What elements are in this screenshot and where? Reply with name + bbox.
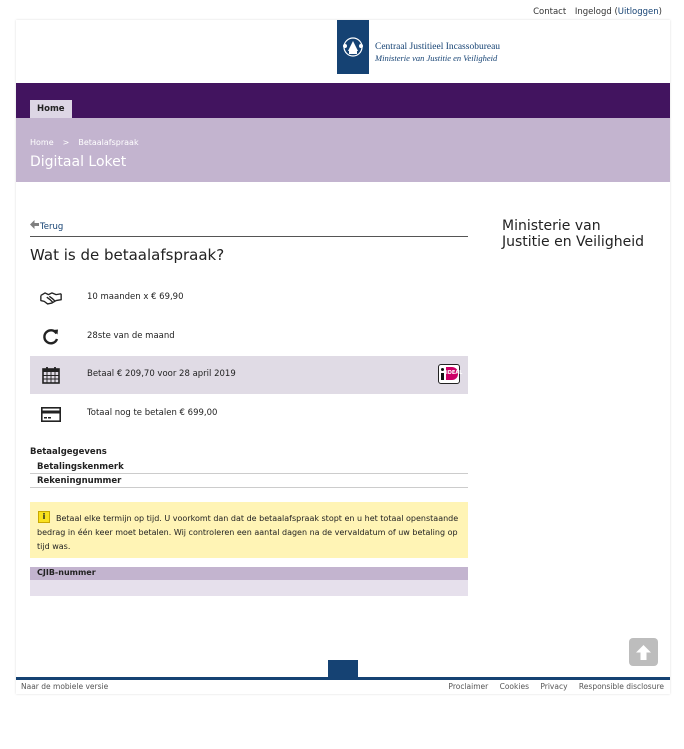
list-item [30,395,468,433]
breadcrumb-current[interactable]: Betaalafspraak [78,138,139,147]
ideal-dot [441,368,444,371]
cjib-number-header [30,567,468,580]
logo-line-ministry: Ministerie van Justitie en Veiligheid [375,53,498,63]
scroll-to-top-button[interactable] [629,638,658,666]
payment-reference-label: Betalingskenmerk [37,462,124,472]
breadcrumb-home[interactable]: Home [30,138,54,147]
payment-due-text: Betaal € 209,70 voor 28 april 2019 [87,369,236,379]
breadcrumb-separator: > [62,138,70,147]
site-header [16,20,670,83]
main-navigation [16,83,670,118]
logo-wordmark[interactable] [375,42,500,64]
cjib-number-label: CJIB-nummer [37,568,96,577]
cjib-number-value [30,580,468,596]
footer-divider [16,677,670,680]
payment-details-heading: Betaalgegevens [30,447,107,457]
ideal-icon[interactable] [438,364,463,384]
footer-tab [328,660,358,678]
ideal-bar [441,373,444,380]
info-notice [30,502,468,558]
sidebar-heading [502,218,644,250]
footer-links [439,682,664,691]
installment-text: 10 maanden x € 69,90 [87,292,184,302]
logout-link[interactable]: Uitloggen [617,7,659,17]
credit-card-icon [40,404,62,424]
section-heading: Wat is de betaalafspraak? [30,246,225,264]
list-item-highlighted [30,356,468,394]
calendar-icon [40,365,62,385]
tab-home[interactable]: Home [30,100,72,118]
total-remaining-text: Totaal nog te betalen € 699,00 [87,408,218,418]
info-icon: i [38,511,50,523]
page-banner [16,118,670,182]
logged-in-label: Ingelogd ( [574,7,618,17]
page-title: Digitaal Loket [30,154,127,170]
footer-link-privacy[interactable]: Privacy [540,682,568,691]
account-number-label: Rekeningnummer [37,476,122,486]
detail-row [30,460,468,474]
refresh-icon [40,327,62,347]
logo-line-organisation: Centraal Justitieel Incassobureau [375,42,501,52]
sidebar-heading-line1: Ministerie van [502,218,601,234]
divider [30,236,468,237]
sidebar-heading-line2: Justitie en Veiligheid [502,234,644,250]
ideal-mark: iDEAL [446,367,458,380]
due-day-text: 28ste van de maand [87,331,175,341]
logged-in-status [575,7,662,17]
footer-link-responsible-disclosure[interactable]: Responsible disclosure [578,682,664,691]
mobile-version-link[interactable]: Naar de mobiele versie [21,682,109,691]
utility-links [527,7,662,17]
breadcrumb [30,138,139,147]
back-link-label: Terug [40,222,64,232]
back-link[interactable] [30,220,63,232]
arrow-left-icon [30,220,40,232]
logged-in-close: ) [658,7,662,17]
footer-link-cookies[interactable]: Cookies [499,682,529,691]
detail-row [30,474,468,488]
contact-link[interactable]: Contact [533,7,567,17]
rijksoverheid-emblem-icon [337,20,369,74]
info-notice-text: Betaal elke termijn op tijd. U voorkomt dan dat de betaalafspraak stopt en u het totaal openstaande bedrag in één keer moet betalen. Wij controleren een aantal dagen na de vervaldatum of uw betaling op tijd was. [37,514,459,551]
handshake-icon [40,288,62,308]
list-item [30,279,468,317]
arrow-up-icon [635,644,652,661]
list-item [30,318,468,356]
footer-link-proclaimer[interactable]: Proclaimer [448,682,489,691]
top-utility-bar [0,0,684,20]
page-container [16,20,670,694]
